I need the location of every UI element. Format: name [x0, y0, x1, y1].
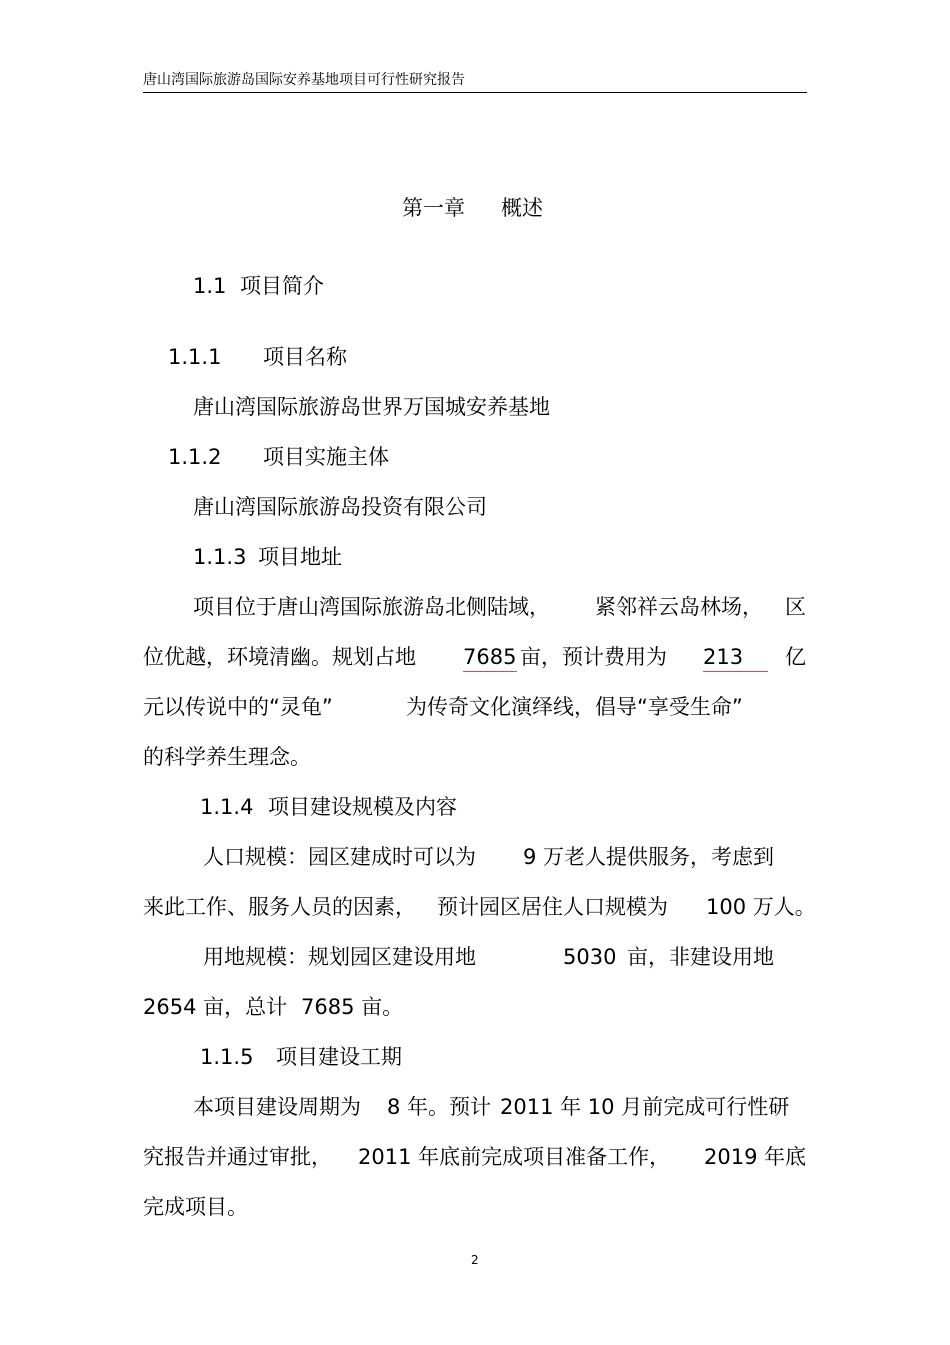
chapter-name: 概述	[501, 196, 543, 220]
address-line-1a: 项目位于唐山湾国际旅游岛北侧陆域，	[193, 595, 550, 619]
section-1-1-4-number: 1.1.4	[200, 795, 254, 819]
address-line-2a: 位优越，环境清幽。规划占地	[143, 645, 416, 669]
section-1-1-1-number: 1.1.1	[168, 345, 222, 369]
population-line-1b: 9 万老人提供服务，考虑到	[523, 845, 775, 869]
address-line-3b: 为传奇文化演绎线，倡导“享受生命”	[406, 695, 743, 719]
population-line-1a: 人口规模：园区建成时可以为	[203, 845, 476, 869]
cost-value	[703, 643, 768, 672]
population-line-2b: 预计园区居住人口规模为	[437, 895, 668, 919]
population-line-2a: 来此工作、服务人员的因素，	[143, 895, 416, 919]
project-entity-text: 唐山湾国际旅游岛投资有限公司	[193, 495, 487, 519]
address-line-1c: 区	[785, 595, 806, 619]
schedule-line-2c: 2019 年底	[704, 1145, 807, 1169]
section-1-1-3-number: 1.1.3	[193, 545, 247, 569]
page-number: 2	[471, 1253, 479, 1267]
address-line-4: 的科学养生理念。	[143, 745, 311, 769]
area-value-text: 7685	[463, 643, 517, 672]
section-1-1-5-number: 1.1.5	[200, 1045, 254, 1069]
schedule-line-2a: 究报告并通过审批，	[143, 1145, 332, 1169]
section-1-1-2-number: 1.1.2	[168, 445, 222, 469]
section-1-1-2-title: 项目实施主体	[263, 445, 389, 469]
section-1-1-number: 1.1	[193, 274, 227, 298]
section-1-1-title: 项目简介	[240, 274, 324, 298]
section-1-1-3-title: 项目地址	[258, 545, 342, 569]
address-line-2e: 亿	[785, 645, 806, 669]
land-line-1a: 用地规模：规划园区建设用地	[203, 945, 476, 969]
chapter-number: 第一章	[402, 196, 465, 220]
schedule-line-1a: 本项目建设周期为	[193, 1095, 361, 1119]
section-1-1-4-title: 项目建设规模及内容	[268, 795, 457, 819]
header-rule	[143, 92, 807, 93]
section-1-1-1-title: 项目名称	[263, 345, 347, 369]
address-line-1b: 紧邻祥云岛林场，	[595, 595, 763, 619]
running-header: 唐山湾国际旅游岛国际安养基地项目可行性研究报告	[143, 72, 465, 88]
address-line-2c: 亩，预计费用为	[520, 645, 667, 669]
land-line-2a: 2654 亩，总计	[143, 995, 288, 1019]
section-1-1-5-title: 项目建设工期	[276, 1045, 402, 1069]
schedule-line-1c: 2011 年 10 月前完成可行性研	[500, 1095, 790, 1119]
schedule-line-1b: 8 年。预计	[387, 1095, 492, 1119]
schedule-line-3: 完成项目。	[143, 1195, 248, 1219]
schedule-line-2b: 2011 年底前完成项目准备工作，	[358, 1145, 671, 1169]
population-line-2c: 100 万人。	[706, 895, 816, 919]
cost-value-text: 213	[703, 643, 768, 672]
land-line-1b: 5030	[563, 945, 617, 969]
area-value	[463, 643, 517, 672]
address-line-3a: 元以传说中的“灵龟”	[143, 695, 333, 719]
land-line-1c: 亩，非建设用地	[627, 945, 774, 969]
project-name-text: 唐山湾国际旅游岛世界万国城安养基地	[193, 395, 550, 419]
land-line-2b: 7685 亩。	[301, 995, 404, 1019]
